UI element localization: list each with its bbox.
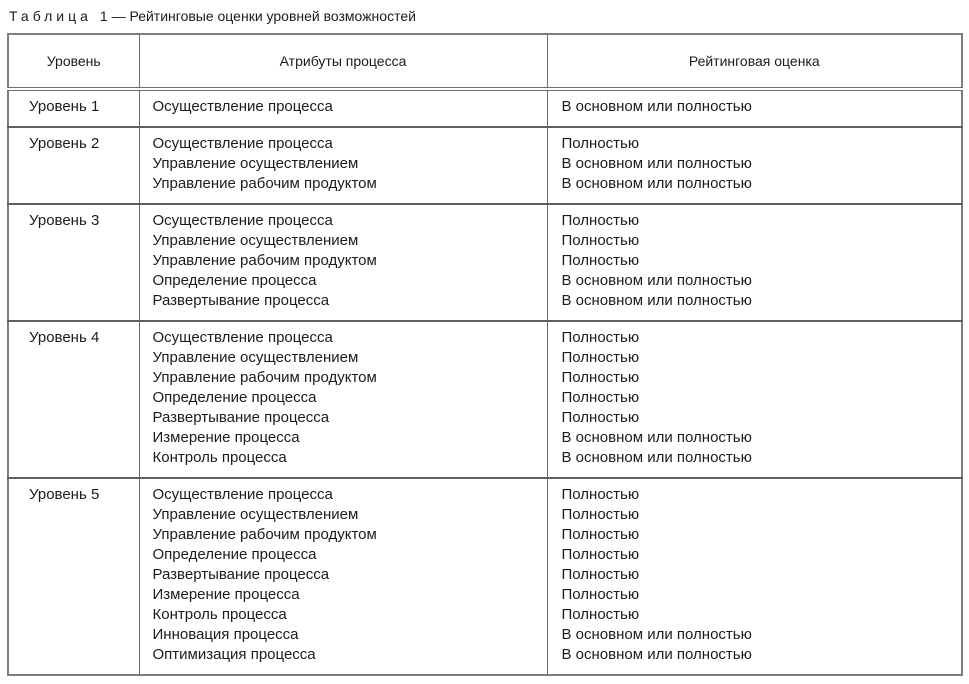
- table-row: [8, 478, 962, 675]
- attribute-line: Осуществление процесса: [152, 486, 333, 503]
- attribute-line: Развертывание процесса: [152, 292, 330, 309]
- level-cell: Уровень 2: [8, 127, 139, 204]
- rating-line: В основном или полностью: [561, 155, 752, 172]
- table-caption-word: Таблица: [9, 8, 92, 24]
- attribute-line: Управление рабочим продуктом: [152, 175, 377, 192]
- attribute-line: Управление осуществлением: [152, 232, 359, 249]
- table-header: [8, 34, 962, 89]
- attribute-line: Контроль процесса: [152, 606, 287, 623]
- rating-line: Полностью: [561, 526, 640, 543]
- rating-line: В основном или полностью: [561, 449, 752, 466]
- attributes-cell: [139, 478, 547, 675]
- attributes-cell: [139, 89, 547, 127]
- table-row: [8, 204, 962, 321]
- table-caption: [9, 8, 962, 24]
- ratings-cell: [547, 204, 962, 321]
- ratings-cell: [547, 127, 962, 204]
- attribute-line: Управление осуществлением: [152, 349, 359, 366]
- attribute-line: Управление рабочим продуктом: [152, 252, 377, 269]
- attribute-line: Осуществление процесса: [152, 135, 333, 152]
- table-row: [8, 321, 962, 478]
- table-row: [8, 127, 962, 204]
- capability-ratings-table: [7, 33, 963, 676]
- attribute-line: Развертывание процесса: [152, 409, 330, 426]
- header-rating: Рейтинговая оценка: [547, 34, 962, 89]
- rating-line: Полностью: [561, 486, 640, 503]
- level-cell: Уровень 1: [8, 89, 139, 127]
- rating-line: Полностью: [561, 606, 640, 623]
- rating-line: Полностью: [561, 506, 640, 523]
- level-cell: Уровень 3: [8, 204, 139, 321]
- rating-line: Полностью: [561, 212, 640, 229]
- rating-line: Полностью: [561, 252, 640, 269]
- level-cell: Уровень 4: [8, 321, 139, 478]
- attribute-line: Оптимизация процесса: [152, 646, 316, 663]
- rating-line: В основном или полностью: [561, 626, 752, 643]
- attributes-cell: [139, 204, 547, 321]
- rating-line: Полностью: [561, 389, 640, 406]
- header-level: Уровень: [8, 34, 139, 89]
- ratings-table-body: [8, 89, 962, 675]
- rating-line: В основном или полностью: [561, 98, 752, 115]
- rating-line: В основном или полностью: [561, 272, 752, 289]
- attribute-line: Определение процесса: [152, 272, 317, 289]
- rating-line: В основном или полностью: [561, 175, 752, 192]
- attribute-line: Развертывание процесса: [152, 566, 330, 583]
- rating-line: Полностью: [561, 349, 640, 366]
- attribute-line: Контроль процесса: [152, 449, 287, 466]
- header-row: [8, 34, 962, 89]
- attribute-line: Измерение процесса: [152, 429, 300, 446]
- rating-line: Полностью: [561, 566, 640, 583]
- table-row: [8, 89, 962, 127]
- attribute-line: Измерение процесса: [152, 586, 300, 603]
- attribute-line: Осуществление процесса: [152, 212, 333, 229]
- level-cell: Уровень 5: [8, 478, 139, 675]
- attribute-line: Определение процесса: [152, 389, 317, 406]
- rating-line: Полностью: [561, 546, 640, 563]
- attribute-line: Управление осуществлением: [152, 506, 359, 523]
- rating-line: Полностью: [561, 369, 640, 386]
- attribute-line: Управление рабочим продуктом: [152, 369, 377, 386]
- attributes-cell: [139, 127, 547, 204]
- rating-line: Полностью: [561, 232, 640, 249]
- attribute-line: Осуществление процесса: [152, 98, 333, 115]
- attribute-line: Инновация процесса: [152, 626, 299, 643]
- rating-line: В основном или полностью: [561, 429, 752, 446]
- rating-line: Полностью: [561, 135, 640, 152]
- rating-line: Полностью: [561, 586, 640, 603]
- attribute-line: Управление рабочим продуктом: [152, 526, 377, 543]
- attribute-line: Осуществление процесса: [152, 329, 333, 346]
- rating-line: В основном или полностью: [561, 646, 752, 663]
- rating-line: В основном или полностью: [561, 292, 752, 309]
- ratings-cell: [547, 89, 962, 127]
- ratings-cell: [547, 321, 962, 478]
- rating-line: Полностью: [561, 409, 640, 426]
- header-attributes: Атрибуты процесса: [139, 34, 547, 89]
- attribute-line: Управление осуществлением: [152, 155, 359, 172]
- attribute-line: Определение процесса: [152, 546, 317, 563]
- ratings-cell: [547, 478, 962, 675]
- attributes-cell: [139, 321, 547, 478]
- rating-line: Полностью: [561, 329, 640, 346]
- table-caption-text: 1 — Рейтинговые оценки уровней возможностей: [99, 8, 416, 24]
